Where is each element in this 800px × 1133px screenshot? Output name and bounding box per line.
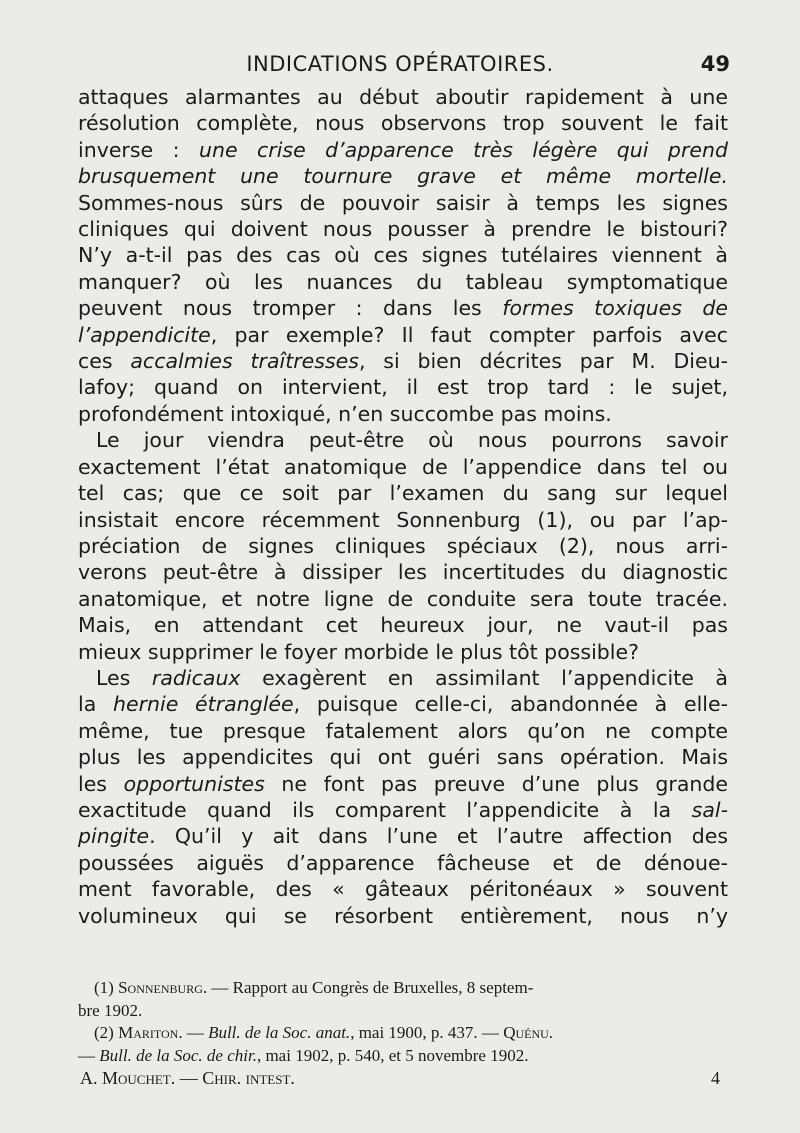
footnote (78, 977, 728, 1022)
text-run: insistait encore récemment Sonnenburg (1), ou par l’ap- (78, 507, 728, 532)
text-line (78, 665, 728, 691)
page-number: 49 (700, 52, 730, 76)
text-run: Sommes-nous sûrs de pouvoir saisir à temps les signes (78, 190, 728, 215)
text-run: , si bien décrites par M. Dieu- (358, 349, 728, 374)
text-line (78, 533, 728, 559)
text-run: bre 1902. (78, 1000, 143, 1020)
italic-run: Bull. de la Soc. anat. (208, 1023, 351, 1042)
small-caps-run: Mariton (118, 1023, 179, 1042)
text-line (78, 427, 728, 453)
signature-line (80, 1068, 720, 1092)
text-run: N’y a-t-il pas des cas où ces signes tutélaires viennent à (78, 243, 728, 268)
text-run: , par exemple? Il faut compter parfois avec (210, 322, 728, 347)
italic-run: hernie étranglée (112, 692, 294, 717)
footnote-line (78, 1045, 728, 1068)
italic-run: sal- (691, 797, 728, 822)
text-run: — (78, 1045, 100, 1065)
text-line (78, 322, 728, 348)
text-run: exactitude quand ils comparent l’appendicite à la (78, 797, 692, 822)
text-line (78, 691, 728, 717)
text-run: la (78, 692, 113, 717)
text-line (78, 84, 728, 110)
text-run: . — (178, 1023, 209, 1042)
text-run: Le jour viendra peut-être où nous pourrons savoir (96, 428, 728, 453)
text-run: résolution complète, nous observons trop souvent le fait (78, 111, 728, 136)
text-line (78, 903, 728, 929)
text-run: manquer? où les nuances du tableau symptomatique (78, 269, 728, 294)
signature-mark: 4 (711, 1068, 720, 1088)
text-line (78, 797, 728, 823)
running-header (70, 52, 730, 82)
text-line (78, 771, 728, 797)
text-line (78, 639, 728, 665)
text-run: anatomique, et notre ligne de conduite sera toute tracée. (78, 586, 728, 611)
text-line (78, 823, 728, 849)
text-run: volumineux qui se résorbent entièrement, nous n’y (78, 903, 728, 928)
text-run: tel cas; que ce soit par l’examen du sang sur lequel (78, 481, 728, 506)
text-run: cliniques qui doivent nous pousser à prendre le bistouri? (78, 217, 728, 242)
text-run: . (548, 1023, 554, 1042)
text-line (78, 876, 728, 902)
text-line (78, 718, 728, 744)
italic-run: pingite (78, 824, 150, 849)
signature-author: A. Mouchet. — Chir. intest. (80, 1068, 295, 1088)
text-line (78, 454, 728, 480)
text-line (78, 242, 728, 268)
text-line (78, 348, 728, 374)
footnote-line (78, 1022, 728, 1045)
text-run: plus les appendicites qui ont guéri sans opération. Mais (78, 745, 728, 770)
text-line (78, 744, 728, 770)
text-line (78, 137, 728, 163)
text-run: même, tue presque fatalement alors qu’on ne compte (78, 718, 728, 743)
text-run: exagèrent en assimilant l’appendicite à (240, 665, 728, 690)
text-run: les (78, 771, 124, 796)
text-line (78, 559, 728, 585)
text-line (78, 480, 728, 506)
italic-run: une crise d’apparence très légère qui prend (198, 137, 728, 162)
text-line (78, 374, 728, 400)
text-line (78, 507, 728, 533)
footnote-line (78, 977, 728, 1000)
text-run: , puisque celle-ci, abandonnée à elle- (293, 692, 728, 717)
text-line (78, 110, 728, 136)
text-line (78, 401, 728, 427)
text-run: inverse : (78, 137, 199, 162)
text-line (78, 190, 728, 216)
text-line (78, 163, 728, 189)
text-line (78, 612, 728, 638)
italic-run: Bull. de la Soc. de chir. (99, 1045, 257, 1065)
text-line (78, 586, 728, 612)
italic-run: accalmies traîtresses (130, 349, 359, 374)
footnotes (78, 977, 728, 1067)
footnote-line (78, 1000, 728, 1023)
text-run: Mais, en attendant cet heureux jour, ne vaut-il pas (78, 613, 728, 638)
text-run: (1) (94, 978, 119, 997)
text-run: ne font pas preuve d’une plus grande (264, 771, 729, 796)
text-run: mieux supprimer le foyer morbide le plus tôt possible? (78, 639, 639, 664)
text-run: verons peut-être à dissiper les incertitudes du diagnostic (78, 560, 728, 585)
text-line (78, 216, 728, 242)
text-run: ces (78, 349, 131, 374)
small-caps-run: Quénu (503, 1023, 549, 1042)
text-run: . — Rapport au Congrès de Bruxelles, 8 septem- (202, 978, 534, 997)
text-run: ment favorable, des « gâteaux péritonéaux » souvent (78, 877, 728, 902)
text-run: peuvent nous tromper : dans les (78, 296, 503, 321)
text-run: lafoy; quand on intervient, il est trop tard : le sujet, (78, 375, 728, 400)
text-run: (2) (94, 1023, 119, 1042)
italic-run: opportunistes (123, 771, 265, 796)
italic-run: formes toxiques de (502, 296, 728, 321)
small-caps-run: Sonnenburg (118, 978, 203, 997)
paragraph (78, 665, 728, 929)
text-run: , mai 1902, p. 540, et 5 novembre 1902. (256, 1045, 529, 1065)
paragraph (78, 84, 728, 427)
text-run: . Qu’il y ait dans l’une et l’autre affection des (149, 824, 728, 849)
text-line (78, 295, 728, 321)
text-line (78, 850, 728, 876)
text-line (78, 269, 728, 295)
italic-run: radicaux (151, 665, 241, 690)
paragraph (78, 427, 728, 665)
footnote (78, 1022, 728, 1067)
running-title: INDICATIONS OPÉRATOIRES. (246, 52, 554, 76)
italic-run: l’appendicite (78, 322, 211, 347)
text-run: poussées aiguës d’apparence fâcheuse et de dénoue- (78, 850, 728, 875)
text-run: Les (96, 665, 152, 690)
text-run: , mai 1900, p. 437. — (350, 1023, 504, 1042)
text-run: profondément intoxiqué, n’en succombe pas moins. (78, 401, 612, 426)
italic-run: brusquement une tournure grave et même mortelle. (78, 164, 728, 189)
text-run: exactement l’état anatomique de l’appendice dans tel ou (78, 454, 728, 479)
text-run: attaques alarmantes au début aboutir rapidement à une (78, 85, 728, 109)
body-text (78, 84, 728, 929)
text-run: préciation de signes cliniques spéciaux (2), nous arri- (78, 533, 728, 558)
